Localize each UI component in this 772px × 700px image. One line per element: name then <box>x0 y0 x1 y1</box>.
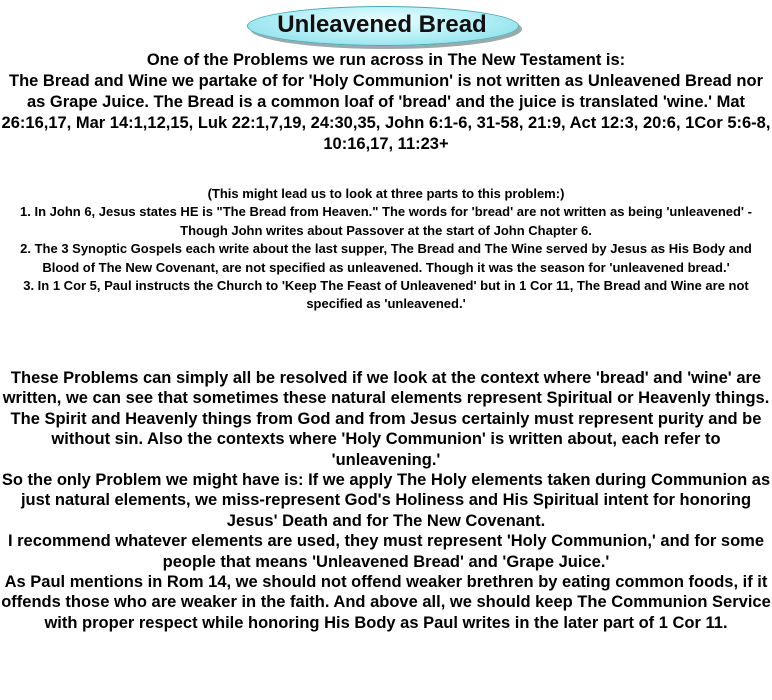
problem-points-section <box>0 185 772 314</box>
resolution-section <box>0 368 772 633</box>
resolution-paragraph-2: So the only Problem we might have is: If we apply The Holy elements taken during Communion as just natural elements, we miss-represent God's Holiness and His Spiritual intent for honoring Jesus' Death and for The New Covenant. <box>1 471 771 530</box>
point-item-3: 3. In 1 Cor 5, Paul instructs the Church to 'Keep The Feast of Unleavened' but in 1 Cor 11, The Bread and Wine are not specified as 'unleavened.' <box>23 278 749 312</box>
points-lead: (This might lead us to look at three parts to this problem:) <box>207 186 565 201</box>
page-title: Unleavened Bread <box>277 11 487 38</box>
point-item-2: 2. The 3 Synoptic Gospels each write about the last supper, The Bread and The Wine served by Jesus as His Body and Blood of The New Covenant, are not specified as unleavened. Though it was the season for 'unleavened bread.' <box>20 241 752 275</box>
resolution-paragraph-4: As Paul mentions in Rom 14, we should not offend weaker brethren by eating common foods, if it offends those who are weaker in the faith. And above all, we should keep The Communion Service with proper respect while honoring His Body as Paul writes in the later part of 1 Cor 11. <box>1 573 771 632</box>
intro-body: The Bread and Wine we partake of for 'Holy Communion' is not written as Unleavened Bread nor as Grape Juice. The Bread is a common loaf of 'bread' and the juice is translated 'wine.' Mat 26:16,17, Mar 14:1,12,15, Luk 22:1,7,19, 24:30,35, John 6:1-6, 31-58, 21:9, Act 12:3, 20:6, 1Cor 5:6-8, 10:16,17, 11:23+ <box>1 72 771 153</box>
resolution-paragraph-3: I recommend whatever elements are used, they must represent 'Holy Communion,' and for some people that means 'Unleavened Bread' and 'Grape Juice.' <box>7 532 765 571</box>
intro-section <box>0 50 772 155</box>
intro-lead: One of the Problems we run across in The New Testament is: <box>146 51 626 69</box>
point-item-1: 1. In John 6, Jesus states HE is "The Bread from Heaven." The words for 'bread' are not written as being 'unleavened' - Though John writes about Passover at the start of John Chapter 6. <box>20 204 752 238</box>
resolution-paragraph-1: These Problems can simply all be resolved if we look at the context where 'bread' and 'wine' are written, we can see that sometimes these natural elements represent Spiritual or Heavenly things. The Spirit and Heavenly things from God and from Jesus certainly must represent purity and be without sin. Also the contexts where 'Holy Communion' is written about, each refer to 'unleavening.' <box>2 369 770 469</box>
title-banner <box>0 4 772 48</box>
